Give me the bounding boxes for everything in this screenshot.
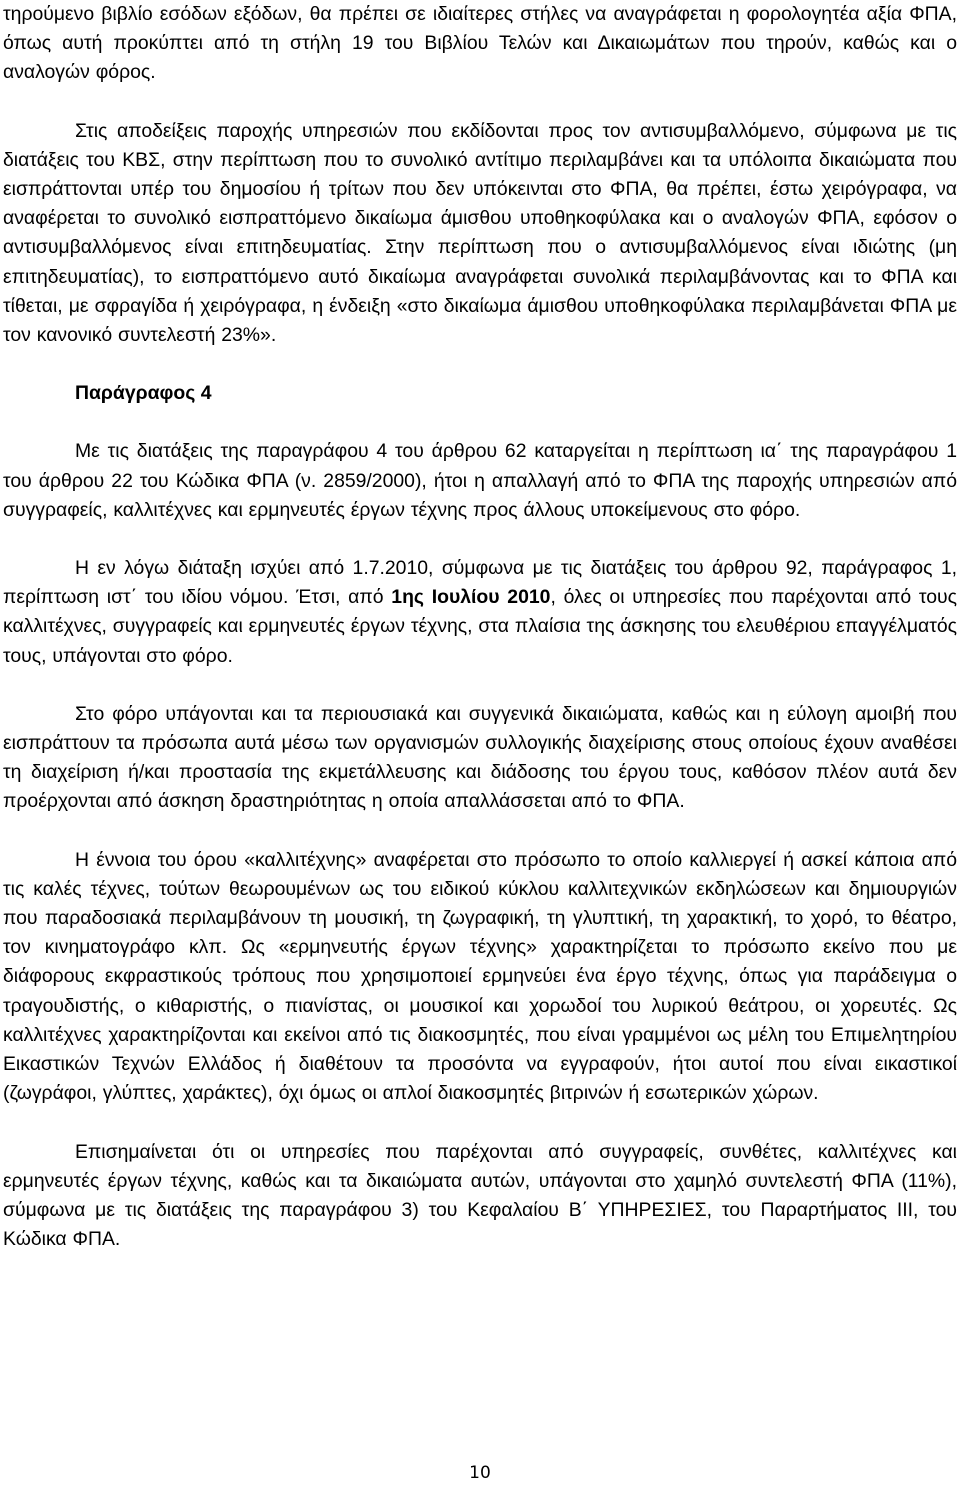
effective-date-bold: 1ης Ιουλίου 2010 [391,586,551,609]
effective-date-text-2: , όλες οι υπηρεσίες που παρέχονται από τους καλλιτέχνες, συγγραφείς και ερμηνευτές έργων τέχνης, στα πλαίσια της άσκησης του ελευθέριου επαγγέλματός τους, υπάγονται στο φόρο. [3,586,958,667]
paragraph-rights: Στο φόρο υπάγονται και τα περιουσιακά και συγγενικά δικαιώματα, καθώς και η εύλογη αμοιβή που εισπράττουν τα πρόσωπα αυτά μέσω των οργανισμών συλλογικής διαχείρισης στους οποίους έχουν αναθέσει τη διαχείριση ή/και προστασία της εκμετάλλευσης και διάδοσης του έργου τους, καθόσον πλέον αυτά δεν προέρχονται από άσκηση δραστηριότητας η οποία απαλλάσσεται από το ΦΠΑ. [3,702,957,813]
paragraph-effective-date [3,554,957,671]
effective-date-text-1: Η εν λόγω διάταξη ισχύει από 1.7.2010, σύμφωνα με τις διατάξεις του άρθρου 92, παράγραφος 1, περίπτωση ιστ΄ του ιδίου νόμου. Έτσι, από [3,557,957,609]
paragraph-abolition: Με τις διατάξεις της παραγράφου 4 του άρθρου 62 καταργείται η περίπτωση ια΄ της παραγράφου 1 του άρθρου 22 του Κώδικα ΦΠΑ (ν. 2859/2000), ήτοι η απαλλαγή από το ΦΠΑ της παροχής υπηρεσιών από συγγραφείς, καλλιτέχνες και ερμηνευτές έργων τέχνης προς άλλους υποκείμενους στο φόρο. [3,440,957,521]
page-number: 10 [469,1463,491,1483]
document-page [3,0,957,1254]
paragraph-receipts: Στις αποδείξεις παροχής υπηρεσιών που εκδίδονται προς τον αντισυμβαλλόμενο, σύμφωνα με τις διατάξεις του ΚΒΣ, στην περίπτωση που το συνολικό αντίτιμο περιλαμβάνει και τα υπόλοιπα δικαιώματα που εισπράττονται υπέρ του δημοσίου ή τρίτων που δεν υπόκεινται στο ΦΠΑ, θα πρέπει, έστω χειρόγραφα, να αναφέρεται το συνολικό εισπραττόμενο δικαίωμα άμισθου υποθηκοφύλακα και ο αναλογών ΦΠΑ, εφόσον ο αντισυμβαλλόμενος είναι επιτηδευματίας. Στην περίπτωση που ο αντισυμβαλλόμενος είναι ιδιώτης (μη επιτηδευματίας), το εισπραττόμενο αυτό δικαίωμα αναγράφεται συνολικά περιλαμβάνοντας και το ΦΠΑ και τίθεται, με σφραγίδα ή χειρόγραφα, η ένδειξη «στο δικαίωμα άμισθου υποθηκοφύλακα περιλαμβάνεται ΦΠΑ με τον κανονικό συντελεστή 23%». [3,119,957,347]
paragraph-reduced-rate: Επισημαίνεται ότι οι υπηρεσίες που παρέχονται από συγγραφείς, συνθέτες, καλλιτέχνες και ερμηνευτές έργων τέχνης, καθώς και τα δικαιώματα αυτών, υπάγονται στο χαμηλό συντελεστή ΦΠΑ (11%), σύμφωνα με τις διατάξεις της παραγράφου 3) του Κεφαλαίου Β΄ ΥΠΗΡΕΣΙΕΣ, του Παραρτήματος ΙΙΙ, του Κώδικα ΦΠΑ. [3,1140,957,1251]
paragraph-artist-definition: Η έννοια του όρου «καλλιτέχνης» αναφέρεται στο πρόσωπο το οποίο καλλιεργεί ή ασκεί κάποια από τις καλές τέχνες, τούτων θεωρουμένων ως του ειδικού κύκλου καλλιτεχνικών εκδηλώσεων και δημιουργιών που παραδοσιακά περιλαμβάνουν τη μουσική, τη ζωγραφική, τη γλυπτική, τη χαρακτική, το χορό, το θέατρο, τον κινηματογράφο κλπ. Ως «ερμηνευτής έργων τέχνης» χαρακτηρίζεται το πρόσωπο εκείνο που με διάφορους εκφραστικούς τρόπους που χρησιμοποιεί ερμηνεύει ένα έργο τέχνης, όπως για παράδειγμα ο τραγουδιστής, ο κιθαριστής, ο πιανίστας, οι μουσικοί και χορωδοί του λυρικού θεάτρου, οι χορευτές. Ως καλλιτέχνες χαρακτηρίζονται και εκείνοι από τις διακοσμητές, που είναι γραμμένοι ως μέλη του Επιμελητηρίου Εικαστικών Τεχνών Ελλάδος ή διαθέτουν τα προσόντα να εγγραφούν, ήτοι αυτοί που είναι εικαστικοί (ζωγράφοι, γλύπτες, χαράκτες), όχι όμως οι απλοί διακοσμητές βιτρινών ή εσωτερικών χώρων. [3,848,957,1105]
section-heading: Παράγραφος 4 [75,382,212,405]
paragraph-vat-books: τηρούμενο βιβλίο εσόδων εξόδων, θα πρέπει σε ιδιαίτερες στήλες να αναγράφεται η φορολογητέα αξία ΦΠΑ, όπως αυτή προκύπτει από τη στήλη 19 του Βιβλίου Τελών και Δικαιωμάτων που τηρούν, καθώς και ο αναλογών φόρος. [3,3,957,84]
